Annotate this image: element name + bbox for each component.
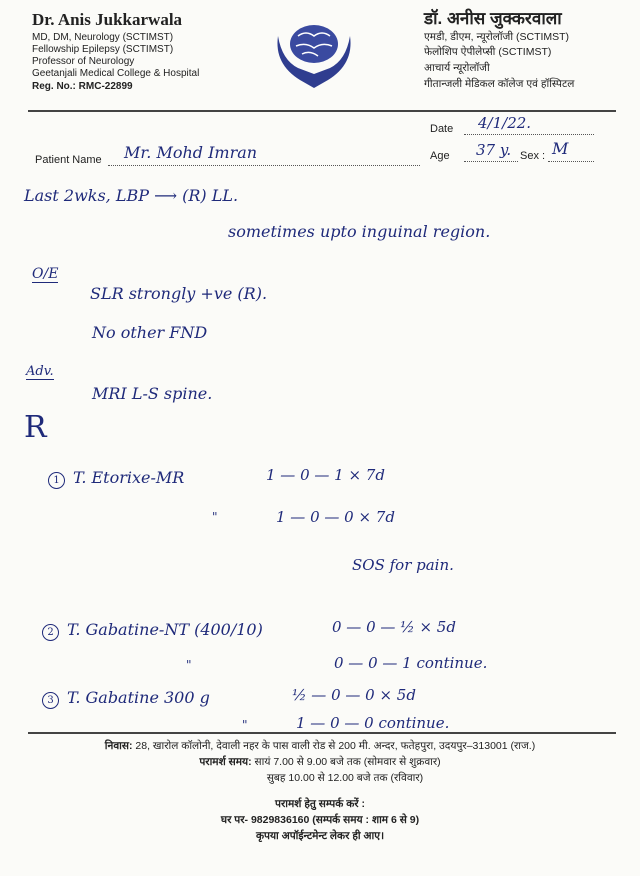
advice-label: Adv. (26, 364, 54, 379)
sex-label: Sex : (520, 150, 546, 162)
history-line-2: sometimes upto inguinal region. (228, 222, 491, 241)
date-dots (464, 134, 594, 135)
qualification-line: Professor of Neurology (32, 56, 135, 67)
header-divider (28, 110, 616, 112)
patient-name-value: Mr. Mohd Imran (124, 143, 258, 162)
address-text: 28, खारोल कॉलोनी, देवाली नहर के पास वाली रोड से 200 मी. अन्दर, फतेहपुरा, उदयपुर–313001 (राज.) (135, 740, 536, 752)
address-label: निवास: (104, 740, 133, 752)
ditto-mark: " (242, 718, 248, 732)
time-label: परामर्श समय: (199, 756, 252, 768)
dose-secondary: 1 — 0 — 0 continue. (296, 714, 450, 732)
oe-line-1: SLR strongly +ve (R). (90, 284, 268, 303)
oe-label: O/E (32, 266, 59, 282)
qualification-line: MD, DM, Neurology (SCTIMST) (32, 32, 174, 43)
time-weekday: सायं 7.00 से 9.00 बजे तक (सोमवार से शुक्रवार) (254, 756, 441, 768)
prescription-row (42, 620, 263, 641)
dose-secondary: 0 — 0 — 1 continue. (334, 654, 488, 672)
age-dots (464, 161, 518, 162)
qualification-line: Geetanjali Medical College & Hospital (32, 68, 200, 79)
contact-title: परामर्श हेतु सम्पर्क करें : (275, 798, 365, 810)
footer-divider (28, 732, 616, 734)
age-label: Age (430, 150, 450, 162)
dose: 0 — 0 — ½ × 5d (332, 618, 456, 636)
oe-line-2: No other FND (92, 323, 208, 342)
advice-line-1: MRI L-S spine. (92, 384, 213, 403)
ditto-mark: " (186, 658, 192, 672)
consultation-time-line (0, 755, 640, 769)
drug-name: T. Etorixe-MR (73, 468, 185, 487)
qualification-line-hi: गीतान्जली मेडिकल कॉलेज एवं हॉस्पिटल (424, 78, 575, 90)
registration-number: Reg. No.: RMC-22899 (32, 81, 133, 92)
dose-note: SOS for pain. (352, 556, 454, 574)
doctor-name-en: Dr. Anis Jukkarwala (32, 10, 183, 29)
contact-phone: घर पर- 9829836160 (सम्पर्क समय : शाम 6 से 9) (220, 814, 420, 826)
age-value: 37 y. (476, 141, 512, 159)
appointment-note: कृपया अपॉईन्टमेन्ट लेकर ही आए। (255, 830, 385, 842)
item-number: 1 (48, 472, 65, 489)
patient-name-label: Patient Name (35, 154, 102, 166)
ditto-mark: " (212, 510, 218, 524)
patient-name-dots (108, 165, 420, 166)
sex-value: M (552, 139, 569, 158)
rx-symbol: R (24, 410, 47, 445)
time-sunday: सुबह 10.00 से 12.00 बजे तक (रविवार) (266, 772, 424, 784)
qualification-line-hi: फेलोशिप ऐपीलेप्सी (SCTIMST) (424, 46, 552, 58)
qualification-line: Fellowship Epilepsy (SCTIMST) (32, 44, 174, 55)
qualification-line-hi: आचार्य न्यूरोलॉजी (424, 62, 490, 74)
address-line (0, 739, 640, 753)
item-number: 3 (42, 692, 59, 709)
sex-dots (548, 161, 594, 162)
drug-name: T. Gabatine-NT (400/10) (67, 620, 263, 639)
dose: ½ — 0 — 0 × 5d (292, 686, 416, 704)
date-value: 4/1/22. (478, 114, 532, 132)
date-label: Date (430, 123, 454, 135)
prescription-row (48, 468, 184, 489)
drug-name: T. Gabatine 300 g (67, 688, 210, 707)
brain-hands-logo-icon (270, 14, 358, 94)
dose-secondary: 1 — 0 — 0 × 7d (276, 508, 395, 526)
prescription-row (42, 688, 210, 709)
dose: 1 — 0 — 1 × 7d (266, 466, 385, 484)
item-number: 2 (42, 624, 59, 641)
doctor-name-hi: डॉ. अनीस जुक्करवाला (424, 9, 562, 28)
qualification-line-hi: एमडी, डीएम, न्यूरोलॉजी (SCTIMST) (424, 31, 570, 43)
history-line-1: Last 2wks, LBP ⟶ (R) LL. (24, 186, 239, 205)
